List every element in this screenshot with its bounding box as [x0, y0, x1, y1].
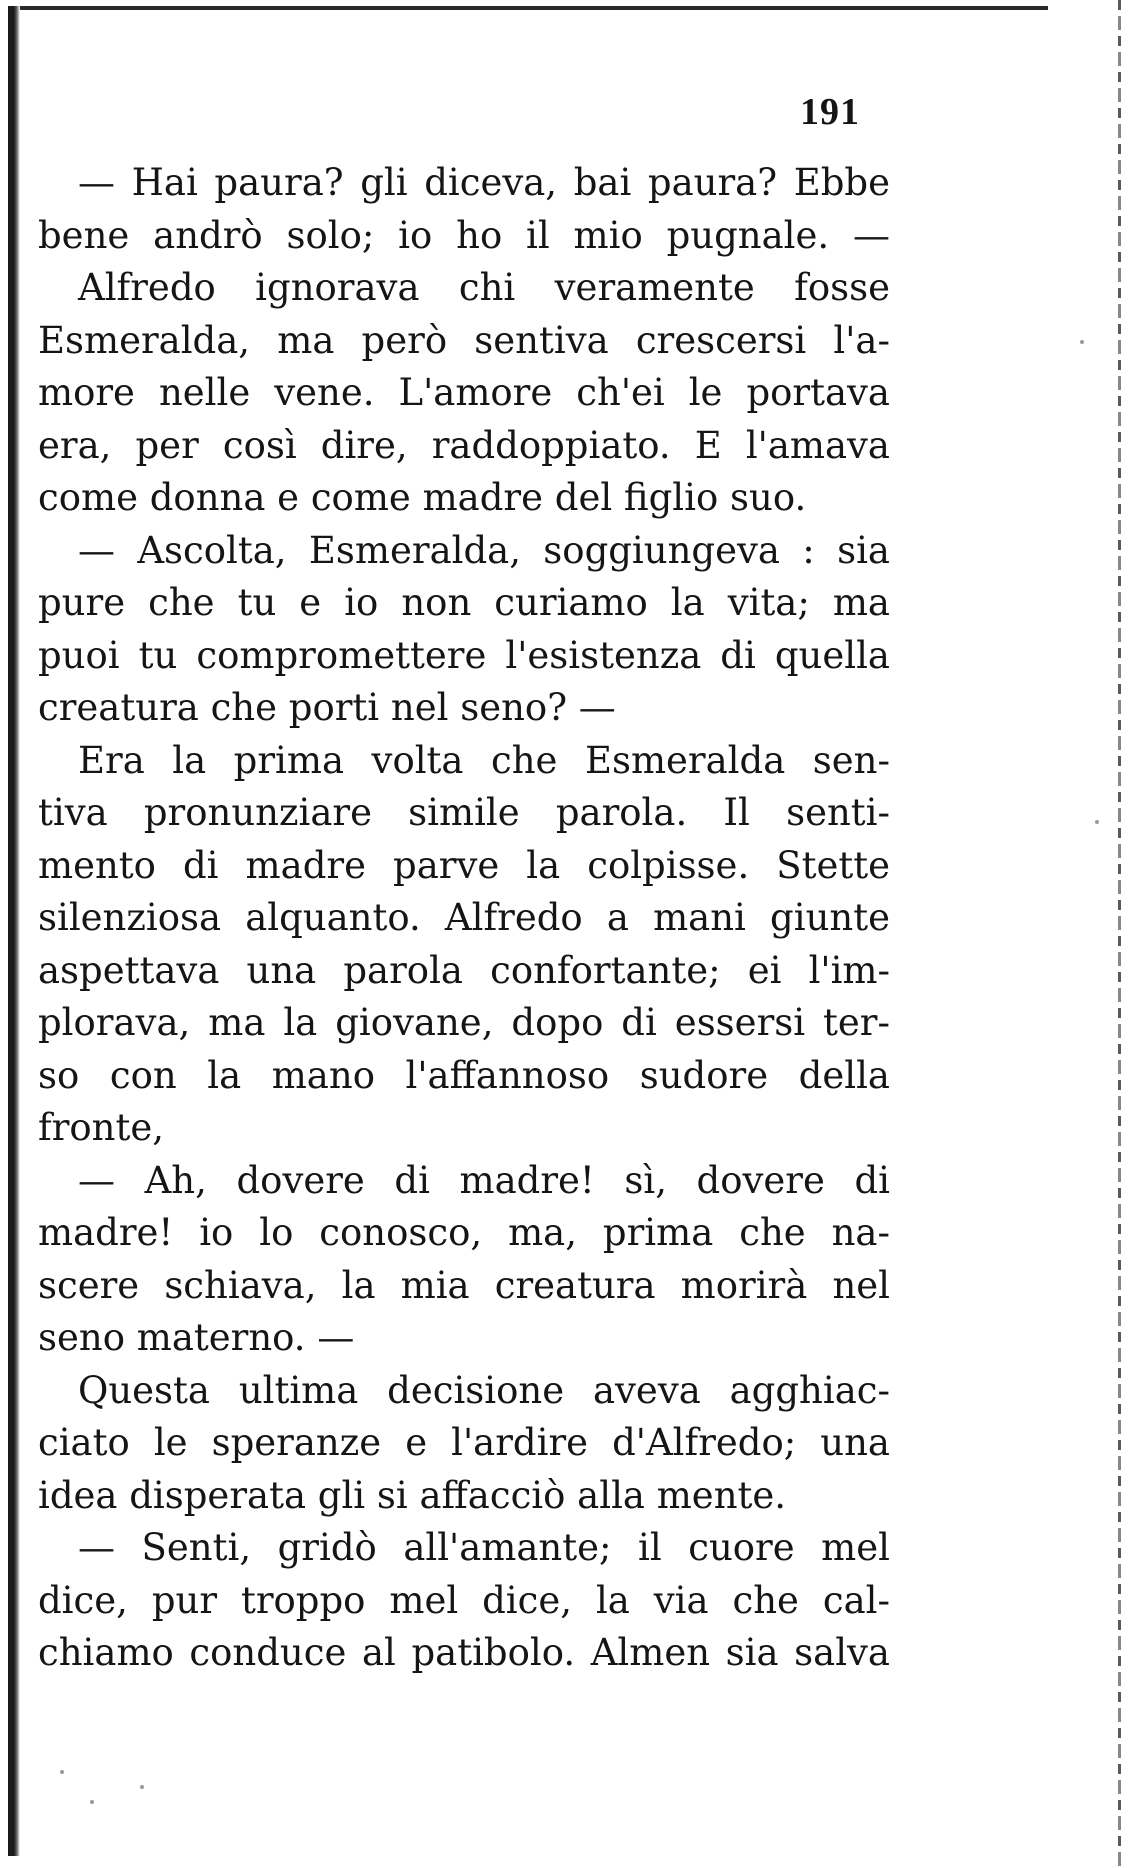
text-line: come donna e come madre del figlio suo.	[38, 476, 807, 519]
text-line: era, per così dire, raddoppiato. E l'amava	[38, 423, 890, 467]
page-left-edge	[8, 6, 20, 1856]
page-top-rule	[8, 6, 1048, 10]
text-line: dice, pur troppo mel dice, la via che cal-	[38, 1578, 890, 1622]
text-line: madre! io lo conosco, ma, prima che na-	[38, 1211, 890, 1254]
scan-speck	[140, 1785, 144, 1789]
text-line: pure che tu e io non curiamo la vita; ma	[38, 581, 890, 624]
text-line: chiamo conduce al patibolo. Almen sia salva	[38, 1631, 890, 1674]
text-line: — Senti, gridò all'amante; il cuore mel	[78, 1526, 890, 1569]
text-line: Era la prima volta che Esmeralda sen-	[78, 738, 890, 782]
text-line: scere schiava, la mia creatura morirà nel	[38, 1263, 890, 1307]
text-line: — Ah, dovere di madre! sì, dovere di	[78, 1158, 890, 1202]
text-line: mento di madre parve la colpisse. Stette	[38, 843, 890, 887]
text-line: plorava, ma la giovane, dopo di essersi ter-	[38, 1001, 890, 1044]
text-line: fronte,	[38, 1106, 165, 1149]
text-line: tiva pronunziare simile parola. Il senti-	[38, 791, 890, 834]
text-line: idea disperata gli si affacciò alla mente.	[38, 1473, 787, 1517]
scan-speck	[1080, 340, 1084, 344]
text-line: Questa ultima decisione aveva agghiac-	[78, 1368, 890, 1412]
page-text	[38, 157, 890, 1680]
text-line: aspettava una parola confortante; ei l'im-	[38, 948, 890, 992]
scan-speck	[1095, 820, 1099, 824]
page-number: 191	[800, 91, 860, 133]
text-line: Esmeralda, ma però sentiva crescersi l'a-	[38, 318, 890, 362]
scan-speck	[90, 1800, 94, 1804]
text-line: creatura che porti nel seno? —	[38, 686, 616, 729]
text-line: ciato le speranze e l'ardire d'Alfredo; una	[38, 1421, 890, 1464]
scan-speck	[60, 1770, 64, 1774]
text-line: seno materno. —	[38, 1316, 355, 1359]
text-line: — Hai paura? gli diceva, bai paura? Ebbe	[78, 161, 890, 204]
text-line: silenziosa alquanto. Alfredo a mani giunte	[38, 896, 890, 939]
text-line: puoi tu compromettere l'esistenza di quella	[38, 633, 890, 677]
text-line: so con la mano l'affannoso sudore della	[38, 1053, 890, 1097]
text-line: — Ascolta, Esmeralda, soggiungeva : sia	[78, 528, 890, 572]
text-line: more nelle vene. L'amore ch'ei le portava	[38, 371, 890, 414]
page-right-edge	[1118, 0, 1121, 1868]
text-line: bene andrò solo; io ho il mio pugnale. —	[38, 213, 890, 257]
text-line: Alfredo ignorava chi veramente fosse	[78, 266, 890, 309]
